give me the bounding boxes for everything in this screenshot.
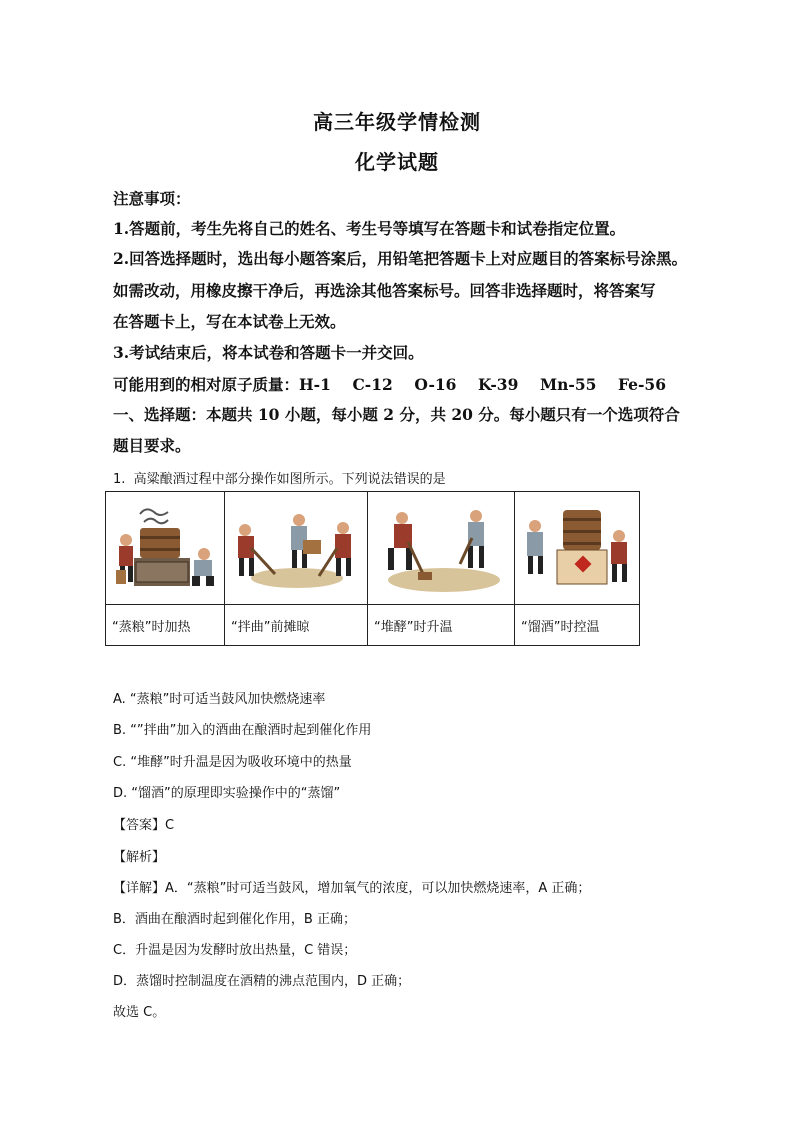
- atomic-masses: 可能用到的相对原子质量：H-1 C-12 O-16 K-39 Mn-55 Fe-56: [113, 375, 666, 394]
- notice-item-3: 3.考试结束后，将本试卷和答题卡一并交回。: [113, 343, 424, 362]
- notice-heading: 注意事项：: [113, 189, 191, 208]
- analysis-heading: 【解析】: [113, 850, 166, 865]
- detail-line-5: 故选 C。: [113, 1005, 166, 1020]
- cooling-illustration: [225, 492, 367, 604]
- figure-steaming: [106, 492, 225, 605]
- fermenting-illustration: [368, 492, 514, 604]
- answer: 【答案】C: [113, 818, 175, 833]
- option-b: B. “”拌曲”加入的酒曲在酿酒时起到催化作用: [113, 723, 372, 738]
- detail-line-1: 【详解】A．“蒸粮”时可适当鼓风，增加氧气的浓度，可以加快燃烧速率，A 正确；: [113, 881, 591, 896]
- section-heading-line-2: 题目要求。: [113, 436, 191, 455]
- notice-item-2-line-2: 如需改动，用橡皮擦干净后，再选涂其他答案标号。回答非选择题时，将答案写: [113, 281, 656, 300]
- detail-line-4: D．蒸馏时控制温度在酒精的沸点范围内，D 正确；: [113, 974, 411, 989]
- page-title: 高三年级学情检测: [313, 110, 481, 134]
- option-d: D. “馏酒”的原理即实验操作中的“蒸馏”: [113, 786, 341, 801]
- distilling-illustration: [515, 492, 639, 604]
- notice-item-1: 1.答题前，考生先将自己的姓名、考生号等填写在答题卡和试卷指定位置。: [113, 219, 626, 238]
- detail-line-2: B．酒曲在酿酒时起到催化作用，B 正确；: [113, 912, 356, 927]
- notice-item-2-line-1: 2.回答选择题时，选出每小题答案后，用铅笔把答题卡上对应题目的答案标号涂黑。: [113, 249, 688, 268]
- option-c: C. “堆酵”时升温是因为吸收环境中的热量: [113, 755, 352, 770]
- caption-steaming: “蒸粮”时加热: [106, 605, 225, 646]
- notice-item-2-line-3: 在答题卡上，写在本试卷上无效。: [113, 312, 346, 331]
- caption-distilling: “馏酒”时控温: [515, 605, 640, 646]
- page-subtitle: 化学试题: [355, 150, 439, 174]
- caption-cooling: “拌曲”前摊晾: [225, 605, 368, 646]
- figure-cooling: [225, 492, 368, 605]
- detail-line-3: C．升温是因为发酵时放出热量，C 错误；: [113, 943, 357, 958]
- option-a: A. “蒸粮”时可适当鼓风加快燃烧速率: [113, 692, 326, 707]
- process-figure-table: [105, 491, 640, 646]
- caption-fermenting: “堆酵”时升温: [368, 605, 515, 646]
- steaming-illustration: [106, 492, 224, 604]
- figure-fermenting: [368, 492, 515, 605]
- section-heading-line-1: 一、选择题：本题共 10 小题，每小题 2 分，共 20 分。每小题只有一个选项符合: [113, 405, 680, 424]
- figure-distilling: [515, 492, 640, 605]
- question-1-stem: 1. 高粱酿酒过程中部分操作如图所示。下列说法错误的是: [113, 472, 446, 487]
